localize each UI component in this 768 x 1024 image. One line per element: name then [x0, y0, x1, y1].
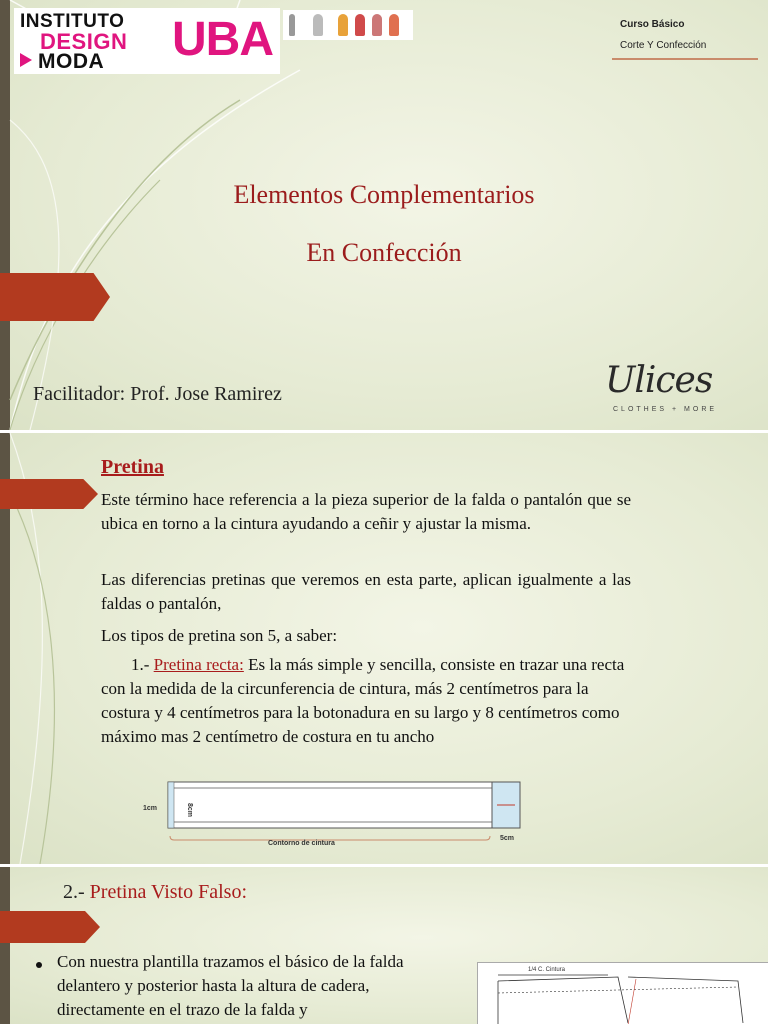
brand-tagline: CLOTHES + MORE	[613, 406, 718, 413]
visto-falso-slide	[0, 867, 768, 1024]
title-slide	[0, 0, 768, 430]
logo-uba: UBA	[172, 13, 273, 66]
figure-icon	[372, 14, 382, 36]
skirt-pattern-image	[477, 962, 768, 1024]
accent-arrow	[0, 911, 100, 943]
item-text: Es la más simple y sencilla, consiste en trazar una recta con la medida de la circunferencia de cintura, más 2 centímetros para la costura y 4 centímetros para la botonadura en su largo y 8 centímetros como máximo mas 2 centímetro de costura en tu ancho	[101, 655, 625, 746]
diagram-label-height: 8cm	[186, 803, 193, 818]
paragraph-definition: Este término hace referencia a la pieza superior de la falda o pantalón que se ubica en torno a la cintura ayudando a ceñir y ajustar la misma.	[101, 490, 631, 533]
logo-line-3: MODA	[38, 50, 105, 73]
slide-title-line-2: En Confección	[306, 238, 462, 267]
figure-icon	[338, 14, 348, 36]
fashion-figures-image	[283, 10, 413, 40]
paragraph-types: Los tipos de pretina son 5, a saber:	[101, 626, 338, 645]
list-item-pretina-recta	[101, 653, 631, 749]
paragraph-differences: Las diferencias pretinas que veremos en esta parte, aplican igualmente a las faldas o pantalón,	[101, 570, 631, 613]
pattern-label: 1/4 C. Cintura	[528, 967, 566, 973]
figure-icon	[355, 14, 365, 36]
figure-icon	[289, 14, 295, 36]
pattern-drawing	[478, 963, 768, 1024]
pretina-diagram	[160, 778, 530, 848]
accent-arrow	[0, 273, 110, 321]
left-edge-bar	[0, 867, 10, 1024]
slide-title-line-1: Elementos Complementarios	[233, 180, 535, 209]
facilitator-text: Facilitador: Prof. Jose Ramirez	[33, 383, 282, 405]
logo-triangle-icon	[20, 53, 32, 67]
item-label: Pretina recta:	[153, 655, 244, 674]
logo-line-1: INSTITUTO	[20, 11, 125, 32]
figure-icon	[313, 14, 323, 36]
diagram-label-left: 1cm	[143, 805, 158, 812]
pretina-slide	[0, 433, 768, 864]
section-heading: Pretina	[101, 456, 164, 478]
logo-line-2: DESIGN	[40, 29, 128, 54]
header-divider	[612, 58, 758, 60]
heading-text: Pretina Visto Falso:	[84, 881, 247, 903]
institute-logo	[14, 8, 280, 74]
brand-logo: Ulices	[605, 360, 713, 401]
bullet-paragraph: Con nuestra plantilla trazamos el básico de la falda delantero y posterior hasta la altura de cadera, directamente en el trazo de la falda y	[57, 952, 404, 1019]
accent-arrow	[0, 479, 98, 509]
bullet-icon	[36, 962, 42, 968]
course-label: Curso Básico	[620, 19, 685, 30]
section-heading	[63, 881, 247, 904]
heading-number: 2.-	[63, 881, 85, 903]
diagram-label-bottom: Contorno de cintura	[268, 840, 335, 847]
diagram-label-right: 5cm	[500, 835, 515, 842]
item-number: 1.-	[131, 655, 150, 674]
figure-icon	[389, 14, 399, 36]
course-name: Corte Y Confección	[620, 40, 707, 51]
